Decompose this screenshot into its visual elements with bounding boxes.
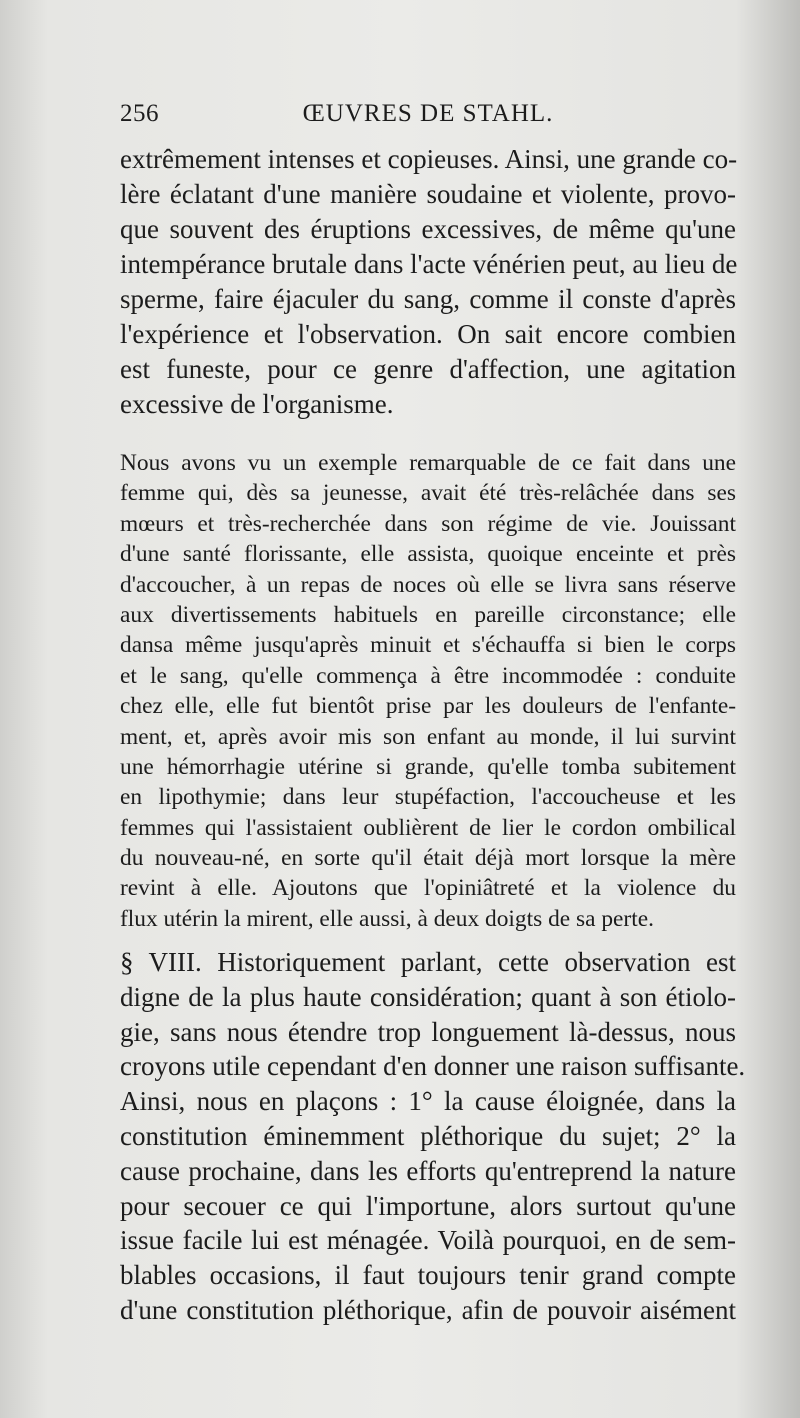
text-line: l'expérience et l'observation. On sait encore combien (120, 319, 736, 349)
text-line: d'accoucher, à un repas de noces où elle se livra sans réserve (120, 571, 736, 598)
text-line: une hémorrhagie utérine si grande, qu'elle tomba subitement (120, 753, 736, 780)
paragraph-1 (120, 142, 736, 422)
text-line: revint à elle. Ajoutons que l'opiniâtreté et la violence du (120, 875, 736, 902)
text-line: digne de la plus haute considération; quant à son étiolo- (120, 981, 736, 1012)
text-line: flux utérin la mirent, elle aussi, à deux doigts de sa perte. (120, 905, 654, 932)
text-line: extrêmement intenses et copieuses. Ainsi, une grande co- (120, 144, 738, 174)
text-line: § VIII. Historiquement parlant, cette observation est (120, 947, 736, 977)
text-line: issue facile lui est ménagée. Voilà pourquoi, en de sem- (120, 1225, 736, 1256)
paragraph-2-case-report (120, 448, 736, 934)
text-line: du nouveau-né, en sorte qu'il était déjà mort lorsque la mère (120, 845, 736, 872)
text-line: croyons utile cependant d'en donner une raison suffisante. (120, 1051, 746, 1082)
text-line: dansa même jusqu'après minuit et s'échauffa si bien le corps (120, 632, 736, 659)
page-number: 256 (120, 100, 159, 127)
text-line: d'une santé florissante, elle assista, quoique enceinte et près (120, 541, 736, 568)
text-line: lère éclatant d'une manière soudaine et violente, provo- (120, 179, 736, 209)
text-line: excessive de l'organisme. (120, 389, 394, 419)
text-line: est funeste, pour ce genre d'affection, une agitation (120, 354, 736, 384)
running-title: ŒUVRES DE STAHL. (302, 100, 554, 127)
text-line: femme qui, dès sa jeunesse, avait été très-relâchée dans ses (120, 480, 736, 507)
text-line: cause prochaine, dans les efforts qu'entreprend la nature (120, 1155, 736, 1186)
text-line: Ainsi, nous en plaçons : 1° la cause éloignée, dans la (120, 1086, 736, 1117)
page-header (120, 100, 736, 136)
text-line: gie, sans nous étendre trop longuement là-dessus, nous (120, 1016, 736, 1047)
text-line: constitution éminemment pléthorique du sujet; 2° la (120, 1120, 736, 1151)
text-line: sperme, faire éjaculer du sang, comme il conste d'après (120, 284, 736, 314)
paragraph-3-section-viii (120, 945, 746, 1328)
text-line: intempérance brutale dans l'acte vénérien peut, au lieu de (120, 249, 738, 279)
text-line: blables occasions, il faut toujours tenir grand compte (120, 1260, 736, 1291)
text-line: et le sang, qu'elle commença à être incommodée : conduite (120, 662, 736, 689)
text-line: aux divertissements habituels en pareille circonstance; elle (120, 601, 736, 628)
text-line: d'une constitution pléthorique, afin de pouvoir aisément (120, 1294, 736, 1325)
text-line: femmes qui l'assistaient oublièrent de lier le cordon ombilical (120, 814, 736, 841)
text-line: ment, et, après avoir mis son enfant au monde, il lui survint (120, 723, 736, 750)
text-line: que souvent des éruptions excessives, de même qu'une (120, 214, 736, 244)
text-line: en lipothymie; dans leur stupéfaction, l'accoucheuse et les (120, 784, 736, 811)
text-line: chez elle, elle fut bientôt prise par les douleurs de l'enfante- (120, 693, 736, 720)
text-line: pour secouer ce qui l'importune, alors surtout qu'une (120, 1190, 736, 1221)
text-line: mœurs et très-recherchée dans son régime de vie. Jouissant (120, 510, 736, 537)
text-line: Nous avons vu un exemple remarquable de ce fait dans une (120, 450, 736, 476)
